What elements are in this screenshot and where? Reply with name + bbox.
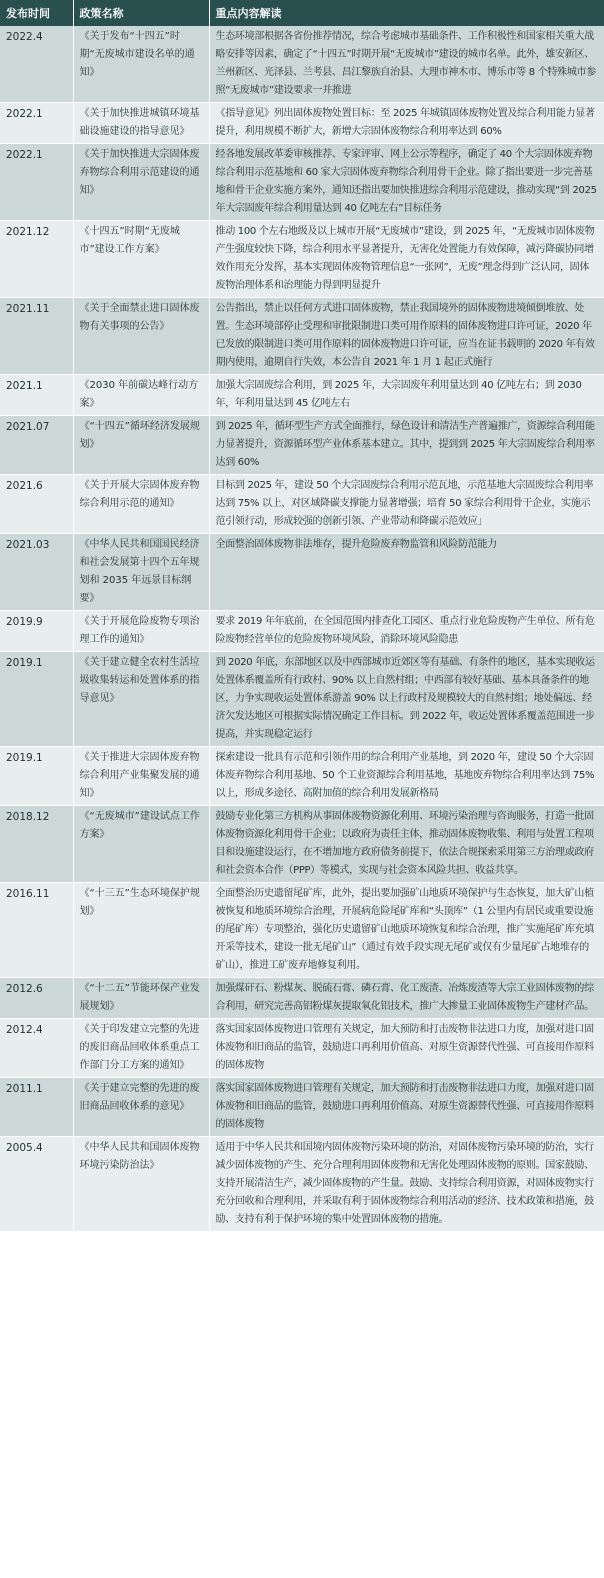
date-cell: 2022.1 (0, 144, 73, 221)
key-content-cell: 经各地发展改革委审核推荐、专家评审、网上公示等程序，确定了 40 个大宗固体废弃物综合利用示范基地和 60 家大宗固体废弃物综合利用骨干企业。除了指出要进一步完善基地和骨干企业实施方案外，通知还指出要加快推进综合利用示范建设，推动实现“到 2025 年大宗固废年综合利用量达到 40 亿吨左右”目标任务 (209, 144, 604, 221)
policy-name-cell: 《“无废城市”建设试点工作方案》 (73, 806, 209, 883)
policy-name-cell: 《关于发布“十四五”时期“无废城市建设名单的通知》 (73, 26, 209, 103)
policy-name-cell: 《中华人民共和国国民经济和社会发展第十四个五年规划和 2035 年远景目标纲要》 (73, 534, 209, 611)
key-content-cell: 落实国家固体废物进口管理有关规定，加大预防和打击废物非法进口力度，加强对进口固体废物和旧商品的监管，鼓励进口再利用价值高、对原生资源替代性强、可直接用作原料的固体废物 (209, 1078, 604, 1137)
date-cell: 2018.12 (0, 806, 73, 883)
date-cell: 2012.4 (0, 1019, 73, 1078)
key-content-cell: 生态环境部根据各省份推荐情况，综合考虑城市基础条件、工作积极性和国家相关重大战略安排等因素，确定了“十四五”时期开展“无废城市”建设的城市名单。此外，雄安新区、兰州新区、光泽县、兰考县、昌江黎族自治县、大理市神木市、博乐市等 8 个特殊城市参照“无废城市”建设要求一并推进 (209, 26, 604, 103)
policy-name-cell: 《关于开展危险废物专项治理工作的通知》 (73, 611, 209, 652)
policy-name-cell: 《“十三五”生态环境保护规划》 (73, 883, 209, 978)
date-cell: 2019.9 (0, 611, 73, 652)
table-row (0, 298, 604, 375)
table-row (0, 611, 604, 652)
key-content-cell: 落实国家固体废物进口管理有关规定，加大预防和打击废物非法进口力度，加强对进口固体废物和旧商品的监管，鼓励进口再利用价值高、对原生资源替代性强、可直接用作原料的固体废物 (209, 1019, 604, 1078)
policy-name-cell: 《2030 年前碳达峰行动方案》 (73, 375, 209, 416)
policy-name-cell: 《关于建立完整的先进的废旧商品回收体系的意见》 (73, 1078, 209, 1137)
table-row (0, 475, 604, 534)
key-content-cell: 要求 2019 年年底前，在全国范围内排查化工园区、重点行业危险废物产生单位、所有危险废物经营单位的危险废物环境风险，消除环境风险隐患 (209, 611, 604, 652)
date-cell: 2019.1 (0, 747, 73, 806)
date-cell: 2022.4 (0, 26, 73, 103)
key-content-cell: 推动 100 个左右地级及以上城市开展“无废城市”建设，到 2025 年，“无废城市固体废物产生强度较快下降，综合利用水平显著提升，无害化处置能力有效保障，减污降碳协同增效作用充分发挥，基本实现固体废物管理信息“一张网”，无废”理念得到广泛认同，固体废物治理体系和治理能力得到明显提升 (209, 221, 604, 298)
date-cell: 2022.1 (0, 103, 73, 144)
key-content-cell: 加强煤矸石、粉煤灰、脱硫石膏、磷石膏、化工废渣、冶炼废渣等大宗工业固体废物的综合利用，研究完善高铝粉煤灰提取氧化铝技术，推广大掺量工业固体废物生产建材产品。 (209, 978, 604, 1019)
header-key-content: 重点内容解读 (209, 0, 604, 26)
key-content-cell: 全面整治固体废物非法堆存，提升危险废弃物监管和风险防范能力 (209, 534, 604, 611)
policy-name-cell: 《十四五”时期“无废城市”建设工作方案》 (73, 221, 209, 298)
table-row (0, 747, 604, 806)
table-row (0, 416, 604, 475)
date-cell: 2016.11 (0, 883, 73, 978)
table-row (0, 1137, 604, 1232)
key-content-cell: 《指导意见》列出固体废物处置目标：至 2025 年城镇固体废物处置及综合利用能力显著提升，利用规模不断扩大，新增大宗固体废物综合利用率达到 60% (209, 103, 604, 144)
date-cell: 2021.6 (0, 475, 73, 534)
date-cell: 2021.1 (0, 375, 73, 416)
policy-name-cell: 《“十四五”循环经济发展规划》 (73, 416, 209, 475)
policy-name-cell: 《关于印发建立完整的先进的废旧商品回收体系重点工作部门分工方案的通知》 (73, 1019, 209, 1078)
policy-name-cell: 《关于开展大宗固体废弃物综合利用示范的通知》 (73, 475, 209, 534)
date-cell: 2019.1 (0, 652, 73, 747)
table-row (0, 221, 604, 298)
policy-name-cell: 《关于全面禁止进口固体废物有关事项的公告》 (73, 298, 209, 375)
key-content-cell: 到 2020 年底，东部地区以及中西部城市近郊区等有基础、有条件的地区，基本实现收运处置体系覆盖所有行政村、90% 以上自然村组；中西部有较好基础、基本具备条件的地区，力争实现收运处置体系游盖 90% 以上行政村及规模较大的自然村组；地处偏远、经济欠发达地区可根据实际情况确定工作目标。到 2022 年，收运处置体系覆盖范围进一步提高，并实现稳定运行 (209, 652, 604, 747)
date-cell: 2021.11 (0, 298, 73, 375)
table-row (0, 375, 604, 416)
header-row (0, 0, 604, 26)
date-cell: 2021.12 (0, 221, 73, 298)
table-row (0, 1019, 604, 1078)
policy-name-cell: 《关于建立健全农村生活垃圾收集转运和处置体系的指导意见》 (73, 652, 209, 747)
key-content-cell: 目标到 2025 年，建设 50 个大宗固废综合利用示范瓦地，示范基地大宗固废综合利用率达到 75% 以上，对区域降碳支撑能力显著增强；培育 50 家综合利用骨干企业，实施示范引领行动，形成较强的创新引领、产业带动和降碳示范效应」 (209, 475, 604, 534)
policy-name-cell: 《关于加快推进大宗固体废弃物综合利用示范建设的通知》 (73, 144, 209, 221)
table-row (0, 883, 604, 978)
header-date: 发布时间 (0, 0, 73, 26)
table-row (0, 144, 604, 221)
date-cell: 2005.4 (0, 1137, 73, 1232)
table-row (0, 103, 604, 144)
table-row (0, 978, 604, 1019)
date-cell: 2021.07 (0, 416, 73, 475)
policy-name-cell: 《中华人民共和国固体废物环境污染防治法》 (73, 1137, 209, 1232)
table-row (0, 26, 604, 103)
header-policy-name: 政策名称 (73, 0, 209, 26)
table-row (0, 806, 604, 883)
key-content-cell: 全面整治历史遗留尾矿库，此外，提出要加强矿山地质环境保护与生态恢复，加大矿山植被恢复和地质环境综合治理，开展病危险尾矿库和“头顶库”（1 公里内有居民或重要设施的尾矿库）专项整治，强化历史遗留矿山地质环境恢复和综合治理，推广实施尾矿库充填开采等技术，建设一批无尾矿山”（通过有效手段实现无尾矿或仅有少量尾矿占地堆存的矿山），推进工矿废弃地修复利用。 (209, 883, 604, 978)
key-content-cell: 鼓励专业化第三方机构从事固体废物资源化利用、环境污染治理与咨询服务，打造一批固体废物资源化利用骨干企业；以政府为责任主体，推动固体废物收集、利用与处置工程项目和设施建设运行，在不增加地方政府债务前提下，依法合规探索采用第三方治理或政府和社会资本合作（PPP）等模式，实现与社会资本风险共担、收益共享。 (209, 806, 604, 883)
table-row (0, 1078, 604, 1137)
key-content-cell: 加强大宗固废综合利用，到 2025 年，大宗固废年利用量达到 40 亿吨左右；到 2030 年，年利用量达到 45 亿吨左右 (209, 375, 604, 416)
key-content-cell: 探索建设一批具有示范和引领作用的综合利用产业基地，到 2020 年，建设 50 个大宗固体废弃物综合利用基地、50 个工业资源综合利用基地，基地废弃物综合利用率达到 75% 以上，形成多途径、高附加值的综合利用发展新格局 (209, 747, 604, 806)
date-cell: 2012.6 (0, 978, 73, 1019)
policy-name-cell: 《关于加快推进城镇环境基础设施建设的指导意见》 (73, 103, 209, 144)
table-row (0, 534, 604, 611)
key-content-cell: 公告指出，禁止以任何方式进口固体废物，禁止我国境外的固体废物进境倾倒堆放、处置。生态环境部停止受理和审批限制进口类可用作原料的固体废物进口许可证，2020 年已发放的限制进口类可用作原料的固体废物进口许可证，应当在证书载明的 2020 年有效期内使用，逾期自行失效，本公告自 2021 年 1 月 1 起正式施行 (209, 298, 604, 375)
date-cell: 2011.1 (0, 1078, 73, 1137)
key-content-cell: 适用于中华人民共和国境内固体废物污染环境的防治，对固体废物污染环境的防治，实行减少固体废物的产生、充分合理利用固体废物和无害化处理固体废物的原则。国家鼓励、支持开展清洁生产，减少固体废物的产生量。鼓励、支持综合利用资源，对固体废物实行充分回收和合理利用，并采取有利于固体废物综合利用活动的经济、技术政策和措施，鼓励、支持有利于保护环境的集中处置固体废物的措施。 (209, 1137, 604, 1232)
table-row (0, 652, 604, 747)
policy-name-cell: 《关于推进大宗固体废弃物综合利用产业集聚发展的通知》 (73, 747, 209, 806)
policy-name-cell: 《“十二五”节能环保产业发展规划》 (73, 978, 209, 1019)
key-content-cell: 到 2025 年，循环型生产方式全面推行，绿色设计和清洁生产普遍推广，资源综合利用能力显著提升，资源循环型产业体系基本建立。其中，提到到 2025 年大宗固废综合利用率达到 60% (209, 416, 604, 475)
date-cell: 2021.03 (0, 534, 73, 611)
